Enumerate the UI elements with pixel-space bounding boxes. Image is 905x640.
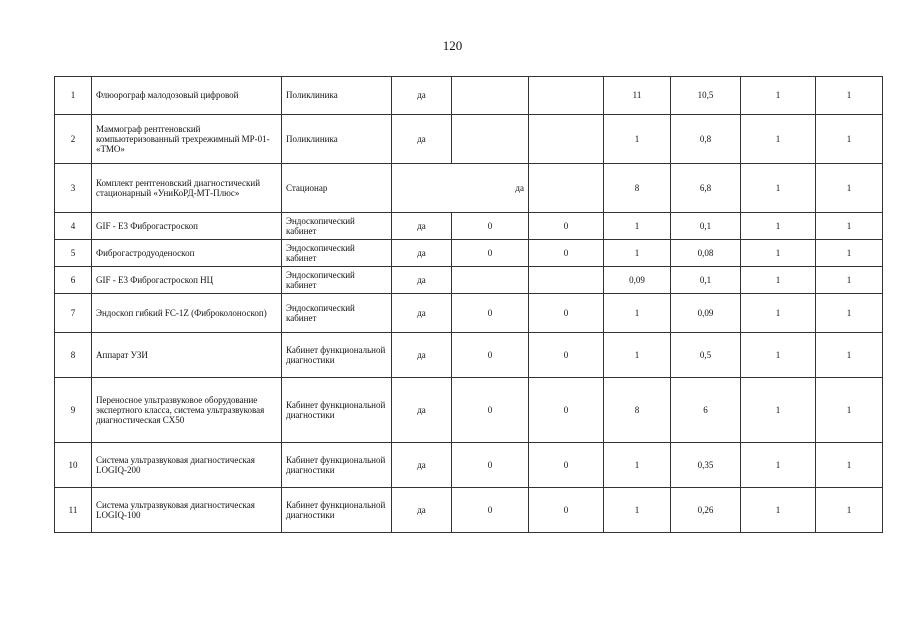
cell-col5: 0 <box>452 378 529 443</box>
department: Кабинет функциональной диагностики <box>282 333 392 378</box>
table-row <box>55 240 883 267</box>
cell-col7: 1 <box>604 488 671 533</box>
equipment-name: Переносное ультразвуковое оборудование экспертного класса, система ультразвуковая диагностическая CX50 <box>92 378 282 443</box>
table-row <box>55 488 883 533</box>
cell-col10: 1 <box>816 267 883 294</box>
cell-col10: 1 <box>816 213 883 240</box>
table-row <box>55 164 883 213</box>
equipment-table <box>54 76 883 533</box>
equipment-name: Аппарат УЗИ <box>92 333 282 378</box>
availability: да <box>392 240 452 267</box>
cell-col8: 6,8 <box>671 164 741 213</box>
cell-col9: 1 <box>741 443 816 488</box>
cell-col9: 1 <box>741 488 816 533</box>
department: Эндоскопический кабинет <box>282 267 392 294</box>
availability: да <box>392 333 452 378</box>
cell-col8: 0,8 <box>671 115 741 164</box>
cell-col7: 11 <box>604 77 671 115</box>
cell-col10: 1 <box>816 240 883 267</box>
availability: да <box>392 378 452 443</box>
equipment-name: GIF - E3 Фиброгастроскоп <box>92 213 282 240</box>
table-row <box>55 213 883 240</box>
cell-col10: 1 <box>816 294 883 333</box>
cell-col10: 1 <box>816 333 883 378</box>
cell-col6: 0 <box>529 294 604 333</box>
cell-col10: 1 <box>816 488 883 533</box>
row-number: 11 <box>55 488 92 533</box>
department: Эндоскопический кабинет <box>282 294 392 333</box>
cell-col6 <box>529 267 604 294</box>
department: Поликлиника <box>282 77 392 115</box>
cell-col8: 0,1 <box>671 213 741 240</box>
table-row <box>55 77 883 115</box>
cell-col9: 1 <box>741 378 816 443</box>
availability: да <box>392 77 452 115</box>
table-row <box>55 294 883 333</box>
row-number: 6 <box>55 267 92 294</box>
cell-col7: 0,09 <box>604 267 671 294</box>
page-number: 120 <box>442 38 463 53</box>
equipment-name: Фиброгастродуоденоскоп <box>92 240 282 267</box>
cell-col9: 1 <box>741 77 816 115</box>
cell-col5: 0 <box>452 240 529 267</box>
cell-col8: 6 <box>671 378 741 443</box>
cell-col5: 0 <box>452 488 529 533</box>
cell-col9: 1 <box>741 294 816 333</box>
cell-col7: 1 <box>604 294 671 333</box>
cell-col8: 0,09 <box>671 294 741 333</box>
cell-col8: 0,5 <box>671 333 741 378</box>
cell-col6: 0 <box>529 378 604 443</box>
cell-col7: 1 <box>604 240 671 267</box>
availability: да <box>392 267 452 294</box>
cell-col10: 1 <box>816 115 883 164</box>
row-number: 4 <box>55 213 92 240</box>
cell-col7: 1 <box>604 115 671 164</box>
equipment-name: Система ультразвуковая диагностическая LOGIQ-100 <box>92 488 282 533</box>
cell-col10: 1 <box>816 378 883 443</box>
cell-col5: 0 <box>452 294 529 333</box>
cell-col6: 0 <box>529 333 604 378</box>
cell-col8: 0,26 <box>671 488 741 533</box>
cell-col7: 1 <box>604 333 671 378</box>
cell-col6: 0 <box>529 488 604 533</box>
cell-col6 <box>529 77 604 115</box>
equipment-name: Флюорограф малодозовый цифровой <box>92 77 282 115</box>
cell-col9: 1 <box>741 213 816 240</box>
row-number: 9 <box>55 378 92 443</box>
cell-col5: 0 <box>452 443 529 488</box>
row-number: 2 <box>55 115 92 164</box>
cell-col9: 1 <box>741 115 816 164</box>
availability: да <box>392 443 452 488</box>
row-number: 7 <box>55 294 92 333</box>
equipment-name: Маммограф рентгеновский компьютеризованный трехрежимный МР-01- «ТМО» <box>92 115 282 164</box>
row-number: 10 <box>55 443 92 488</box>
cell-col9: 1 <box>741 164 816 213</box>
cell-col7: 1 <box>604 213 671 240</box>
cell-col10: 1 <box>816 77 883 115</box>
cell-col9: 1 <box>741 267 816 294</box>
availability: да <box>392 213 452 240</box>
cell-col8: 0,08 <box>671 240 741 267</box>
department: Эндоскопический кабинет <box>282 213 392 240</box>
cell-col5 <box>452 115 529 164</box>
row-number: 5 <box>55 240 92 267</box>
table-row <box>55 115 883 164</box>
availability: да <box>392 164 529 213</box>
cell-col8: 10,5 <box>671 77 741 115</box>
cell-col7: 8 <box>604 164 671 213</box>
table-row <box>55 333 883 378</box>
department: Кабинет функциональной диагностики <box>282 443 392 488</box>
cell-col6 <box>529 164 604 213</box>
cell-col6 <box>529 115 604 164</box>
cell-col6: 0 <box>529 443 604 488</box>
equipment-name: GIF - E3 Фиброгастроскоп НЦ <box>92 267 282 294</box>
cell-col7: 8 <box>604 378 671 443</box>
department: Поликлиника <box>282 115 392 164</box>
department: Эндоскопический кабинет <box>282 240 392 267</box>
table-row <box>55 378 883 443</box>
department: Стационар <box>282 164 392 213</box>
availability: да <box>392 488 452 533</box>
equipment-name: Комплект рентгеновский диагностический стационарный «УниКоРД-МТ-Плюс» <box>92 164 282 213</box>
cell-col5 <box>452 267 529 294</box>
availability: да <box>392 294 452 333</box>
department: Кабинет функциональной диагностики <box>282 378 392 443</box>
cell-col8: 0,35 <box>671 443 741 488</box>
cell-col5: 0 <box>452 213 529 240</box>
cell-col9: 1 <box>741 333 816 378</box>
cell-col8: 0,1 <box>671 267 741 294</box>
cell-col7: 1 <box>604 443 671 488</box>
cell-col6: 0 <box>529 213 604 240</box>
availability: да <box>392 115 452 164</box>
cell-col5 <box>452 77 529 115</box>
cell-col10: 1 <box>816 164 883 213</box>
row-number: 8 <box>55 333 92 378</box>
equipment-name: Эндоскоп гибкий FC-1Z (Фиброколоноскоп) <box>92 294 282 333</box>
cell-col5: 0 <box>452 333 529 378</box>
table-row <box>55 443 883 488</box>
equipment-name: Система ультразвуковая диагностическая LOGIQ-200 <box>92 443 282 488</box>
cell-col6: 0 <box>529 240 604 267</box>
table-row <box>55 267 883 294</box>
row-number: 3 <box>55 164 92 213</box>
row-number: 1 <box>55 77 92 115</box>
cell-col10: 1 <box>816 443 883 488</box>
cell-col9: 1 <box>741 240 816 267</box>
department: Кабинет функциональной диагностики <box>282 488 392 533</box>
